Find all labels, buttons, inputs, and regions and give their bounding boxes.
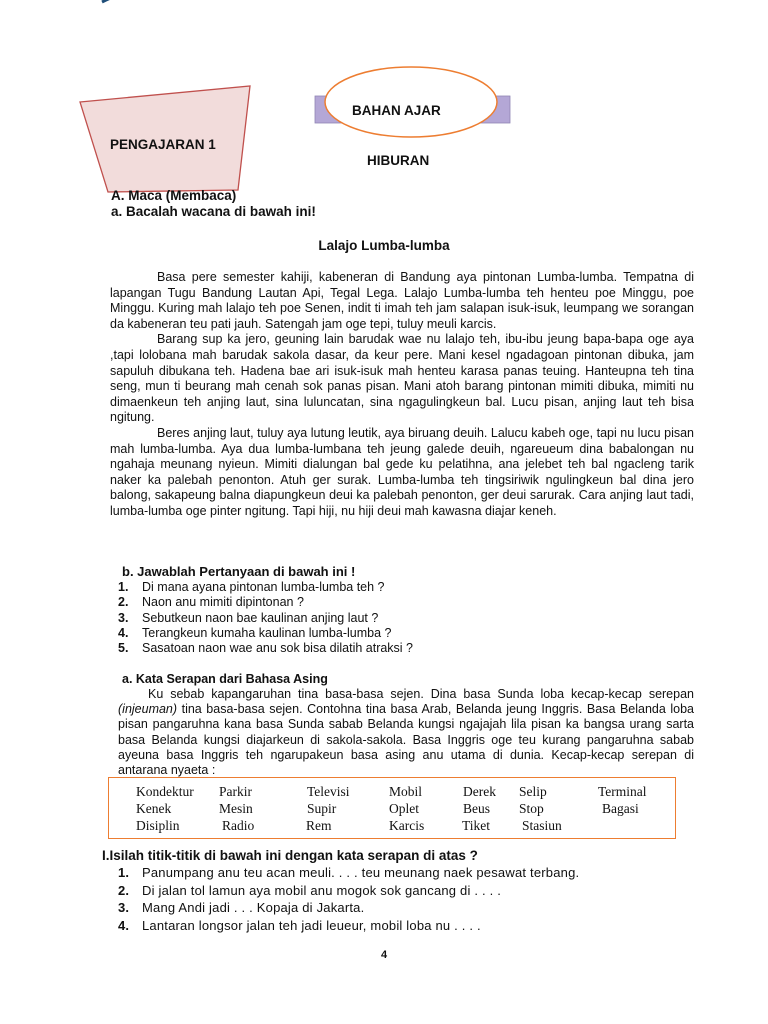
question-text: Sasatoan naon wae anu sok bisa dilatih atraksi ? — [142, 641, 414, 656]
serapan-heading: a. Kata Serapan dari Bahasa Asing — [122, 672, 328, 686]
loanword: Kenek — [136, 801, 172, 816]
fill-in-text: Lantaran longsor jalan teh jadi leueur, mobil loba nu . . . . — [142, 917, 481, 933]
loanword: Televisi — [307, 784, 350, 799]
fill-in-list — [118, 864, 579, 934]
fill-in-item — [118, 864, 579, 882]
loanword: Rem — [306, 818, 332, 833]
corner-decoration — [100, 0, 152, 4]
section-a-heading: A. Maca (Membaca) — [111, 188, 237, 203]
fill-in-item — [118, 899, 579, 917]
fill-in-text: Mang Andi jadi . . . Kopaja di Jakarta. — [142, 900, 365, 915]
serapan-paragraph — [118, 687, 694, 778]
fill-in-heading: I.Isilah titik-titik di bawah ini dengan kata serapan di atas ? — [102, 848, 478, 863]
loanword: Bagasi — [602, 801, 639, 816]
loanword-box — [108, 777, 676, 839]
question-number: 2. — [118, 595, 129, 610]
serapan-text-2: tina basa-basa sejen. Contohna tina basa Arab, Belanda jeung Inggris. Basa Belanda loba pisan pangaruhna kana basa Sunda sabab Belanda kungsi ngajajah lila pisan ka bangsa urang sarta basa Belanda kungsi diajarkeun di sakola-sakola. Basa Inggris oge teu kurang pangaruhna sabab ayeuna basa Inggris teh ngarupakeun basa asing anu utama di dunia. Kecap-kecap serepan di antarana nyaeta : — [118, 702, 694, 778]
loanword: Supir — [307, 801, 337, 816]
question-text: Sebutkeun naon bae kaulinan anjing laut ? — [142, 610, 379, 625]
question-item — [118, 595, 413, 610]
loanword: Stop — [519, 801, 544, 816]
reading-title: Lalajo Lumba-lumba — [318, 238, 450, 253]
loanword: Karcis — [389, 818, 425, 833]
loanword: Selip — [519, 784, 547, 799]
fill-in-number: 1. — [118, 865, 130, 880]
question-item — [118, 641, 413, 656]
question-text: Di mana ayana pintonan lumba-lumba teh ? — [142, 580, 385, 594]
question-item — [118, 611, 413, 626]
question-item — [118, 580, 413, 595]
question-text: Naon anu mimiti dipintonan ? — [142, 595, 304, 610]
loanword: Terminal — [598, 784, 647, 799]
section-a-instruction: a. Bacalah wacana di bawah ini! — [111, 204, 316, 219]
loanword: Stasiun — [522, 818, 562, 833]
question-number: 5. — [118, 641, 129, 656]
fill-in-number: 2. — [118, 882, 130, 898]
questions-list — [118, 580, 413, 656]
loanword: Oplet — [389, 801, 419, 816]
serapan-text-1: Ku sebab kapangaruhan tina basa-basa sejen. Dina basa Sunda loba kecap-kecap serepan — [148, 687, 694, 701]
fill-in-number: 4. — [118, 917, 130, 933]
question-number: 3. — [118, 610, 129, 625]
fill-in-number: 3. — [118, 900, 130, 915]
reading-paragraph: Barang sup ka jero, geuning lain barudak wae nu lalajo teh, ibu-ibu jeung bapa-bapa oge aya ,tapi lolobana mah barudak sakola dasar, da keur pere. Mani kesel ngadagoan pintonan dibuka, jam sapuluh dibukana teh. Hadena bae ari isuk-isuk mah henteu karasa panas teuing. Hanteupna teh tina seng, mun ti beurang mah cenah sok panas pisan. Mani atoh barang pintonan mimiti dibuka, mimiti nu dimaenkeun teh anjing laut, sina luluncatan, sina ngagulingkeun bal. Lucu pisan, anjing laut teh bisa ngitung. — [110, 332, 694, 425]
loanword: Derek — [463, 784, 496, 799]
reading-paragraph: Basa pere semester kahiji, kabeneran di Bandung aya pintonan Lumba-lumba. Tempatna di lapangan Tugu Bandung Lautan Api, Tegal Lega. Lalajo Lumba-lumba teh henteu poe Minggu, poe Minggu. Kuring mah lalajo teh poe Senen, indit ti imah teh jam salapan isuk-isuk, leumpang we sorangan da kabeneran teu pati jauh. Satengah jam oge tepi, tuluy meuli karcis. — [110, 270, 694, 331]
loanword: Disiplin — [136, 818, 180, 833]
question-item — [118, 626, 413, 641]
loanword: Radio — [222, 818, 255, 833]
fill-in-item — [118, 882, 579, 900]
fill-in-item — [118, 917, 579, 935]
loanword: Beus — [463, 801, 490, 816]
reading-paragraph: Beres anjing laut, tuluy aya lutung leutik, aya biruang deuih. Lalucu kabeh oge, tapi nu lucu pisan mah lumba-lumba. Aya dua lumba-lumbana teh jeung galede deuih, ngareueum dina babalongan nu ngahaja meunang nyieun. Mimiti dialungan bal gede ku pelatihna, ana jelebet teh bal ngacleng tarik naker ka palebah penonton. Atuh ger surak. Lumba-lumba teh tingsiriwik ngulingkeun bal dina jero balong, sakapeung balna diapungkeun deui ka palebah penonton, ger deui sarurak. Cara anjing laut tadi, lumba-lumba oge pinter ngitung. Tapi hiji, nu hiji deui mah kawasna diajar keneh. — [110, 425, 694, 518]
questions-heading: b. Jawablah Pertanyaan di bawah ini ! — [122, 564, 356, 579]
question-number: 1. — [118, 580, 129, 594]
fill-in-text: Panumpang anu teu acan meuli. . . . teu meunang naek pesawat terbang. — [142, 865, 580, 880]
fill-in-text: Di jalan tol lamun aya mobil anu mogok sok gancang di . . . . — [142, 882, 502, 898]
question-text: Terangkeun kumaha kaulinan lumba-lumba ? — [142, 625, 392, 640]
serapan-italic: (injeuman) — [118, 702, 178, 717]
topic-label: HIBURAN — [367, 153, 430, 168]
loanword: Mesin — [219, 801, 253, 816]
material-label: BAHAN AJAR — [352, 103, 441, 118]
loanword: Parkir — [219, 784, 252, 799]
loanword: Kondektur — [136, 784, 194, 799]
loanword: Tiket — [462, 818, 491, 833]
page-number: 4 — [380, 949, 388, 961]
question-number: 4. — [118, 625, 129, 640]
lesson-label: PENGAJARAN 1 — [110, 137, 216, 152]
reading-passage — [110, 270, 694, 520]
loanword: Mobil — [389, 784, 423, 799]
